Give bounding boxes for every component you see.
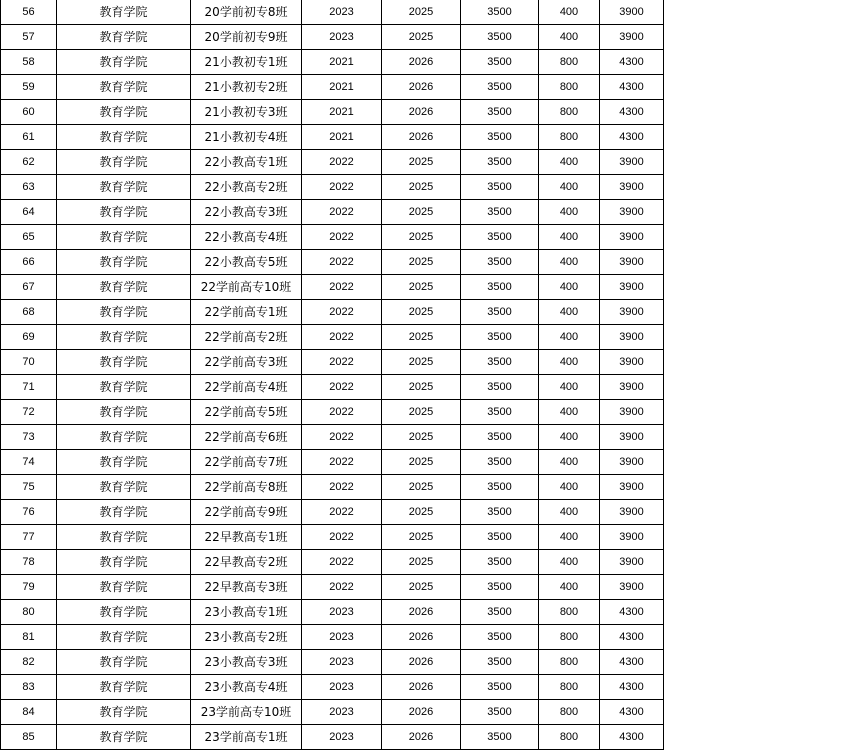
- class-name-cell[interactable]: 22学前高专1班: [191, 300, 302, 325]
- fee-cell[interactable]: 3500: [461, 225, 539, 250]
- college-cell[interactable]: 教育学院: [57, 650, 191, 675]
- college-cell[interactable]: 教育学院: [57, 125, 191, 150]
- total-cell[interactable]: 4300: [600, 675, 664, 700]
- class-name-cell[interactable]: 22小教高专4班: [191, 225, 302, 250]
- extra-fee-cell[interactable]: 800: [539, 700, 600, 725]
- extra-fee-cell[interactable]: 400: [539, 175, 600, 200]
- graduation-year-cell[interactable]: 2026: [382, 675, 461, 700]
- fee-cell[interactable]: 3500: [461, 100, 539, 125]
- college-cell[interactable]: 教育学院: [57, 300, 191, 325]
- college-cell[interactable]: 教育学院: [57, 100, 191, 125]
- total-cell[interactable]: 4300: [600, 625, 664, 650]
- table-row: [1, 25, 664, 50]
- college-cell[interactable]: 教育学院: [57, 150, 191, 175]
- graduation-year-cell[interactable]: 2025: [382, 400, 461, 425]
- college-cell[interactable]: 教育学院: [57, 575, 191, 600]
- total-cell[interactable]: 4300: [600, 75, 664, 100]
- extra-fee-cell[interactable]: 800: [539, 675, 600, 700]
- total-cell[interactable]: 3900: [600, 550, 664, 575]
- extra-fee-cell[interactable]: 400: [539, 525, 600, 550]
- graduation-year-cell[interactable]: 2026: [382, 625, 461, 650]
- table-row: [1, 225, 664, 250]
- row-number-cell[interactable]: 72: [1, 400, 57, 425]
- extra-fee-cell[interactable]: 400: [539, 475, 600, 500]
- table-row: [1, 500, 664, 525]
- extra-fee-cell[interactable]: 400: [539, 325, 600, 350]
- graduation-year-cell[interactable]: 2026: [382, 125, 461, 150]
- fee-cell[interactable]: 3500: [461, 700, 539, 725]
- total-cell[interactable]: 4300: [600, 600, 664, 625]
- college-cell[interactable]: 教育学院: [57, 25, 191, 50]
- row-number-cell[interactable]: 73: [1, 425, 57, 450]
- college-cell[interactable]: 教育学院: [57, 725, 191, 750]
- total-cell[interactable]: 3900: [600, 425, 664, 450]
- row-number-cell[interactable]: 67: [1, 275, 57, 300]
- row-number-cell[interactable]: 76: [1, 500, 57, 525]
- graduation-year-cell[interactable]: 2026: [382, 75, 461, 100]
- extra-fee-cell[interactable]: 800: [539, 625, 600, 650]
- college-cell[interactable]: 教育学院: [57, 250, 191, 275]
- total-cell[interactable]: 4300: [600, 100, 664, 125]
- row-number-cell[interactable]: 58: [1, 50, 57, 75]
- table-row: [1, 525, 664, 550]
- row-number-cell[interactable]: 56: [1, 0, 57, 25]
- college-cell[interactable]: 教育学院: [57, 550, 191, 575]
- enroll-year-cell[interactable]: 2022: [302, 250, 382, 275]
- fee-cell[interactable]: 3500: [461, 125, 539, 150]
- table-row: [1, 575, 664, 600]
- fee-cell[interactable]: 3500: [461, 650, 539, 675]
- row-number-cell[interactable]: 70: [1, 350, 57, 375]
- graduation-year-cell[interactable]: 2025: [382, 550, 461, 575]
- class-name-cell[interactable]: 21小教初专4班: [191, 125, 302, 150]
- class-name-cell[interactable]: 23学前高专1班: [191, 725, 302, 750]
- fee-cell[interactable]: 3500: [461, 75, 539, 100]
- row-number-cell[interactable]: 74: [1, 450, 57, 475]
- extra-fee-cell[interactable]: 400: [539, 300, 600, 325]
- graduation-year-cell[interactable]: 2025: [382, 25, 461, 50]
- table-body: [1, 0, 664, 750]
- enroll-year-cell[interactable]: 2022: [302, 225, 382, 250]
- class-name-cell[interactable]: 21小教初专1班: [191, 50, 302, 75]
- graduation-year-cell[interactable]: 2025: [382, 475, 461, 500]
- extra-fee-cell[interactable]: 400: [539, 400, 600, 425]
- extra-fee-cell[interactable]: 800: [539, 650, 600, 675]
- class-name-cell[interactable]: 20学前初专9班: [191, 25, 302, 50]
- extra-fee-cell[interactable]: 400: [539, 350, 600, 375]
- fee-cell[interactable]: 3500: [461, 550, 539, 575]
- extra-fee-cell[interactable]: 400: [539, 250, 600, 275]
- college-cell[interactable]: 教育学院: [57, 425, 191, 450]
- enroll-year-cell[interactable]: 2023: [302, 25, 382, 50]
- class-name-cell[interactable]: 21小教初专3班: [191, 100, 302, 125]
- total-cell[interactable]: 3900: [600, 0, 664, 25]
- table-row: [1, 425, 664, 450]
- table-row: [1, 75, 664, 100]
- college-cell[interactable]: 教育学院: [57, 175, 191, 200]
- college-cell[interactable]: 教育学院: [57, 200, 191, 225]
- enroll-year-cell[interactable]: 2022: [302, 500, 382, 525]
- extra-fee-cell[interactable]: 400: [539, 200, 600, 225]
- extra-fee-cell[interactable]: 800: [539, 125, 600, 150]
- total-cell[interactable]: 3900: [600, 225, 664, 250]
- college-cell[interactable]: 教育学院: [57, 0, 191, 25]
- total-cell[interactable]: 3900: [600, 475, 664, 500]
- extra-fee-cell[interactable]: 800: [539, 50, 600, 75]
- extra-fee-cell[interactable]: 400: [539, 150, 600, 175]
- college-cell[interactable]: 教育学院: [57, 225, 191, 250]
- graduation-year-cell[interactable]: 2026: [382, 50, 461, 75]
- graduation-year-cell[interactable]: 2025: [382, 375, 461, 400]
- table-row: [1, 200, 664, 225]
- class-name-cell[interactable]: 22学前高专7班: [191, 450, 302, 475]
- class-name-cell[interactable]: 23小教高专3班: [191, 650, 302, 675]
- enroll-year-cell[interactable]: 2022: [302, 325, 382, 350]
- table-row: [1, 150, 664, 175]
- fee-cell[interactable]: 3500: [461, 575, 539, 600]
- graduation-year-cell[interactable]: 2026: [382, 600, 461, 625]
- table-row: [1, 475, 664, 500]
- row-number-cell[interactable]: 61: [1, 125, 57, 150]
- college-cell[interactable]: 教育学院: [57, 525, 191, 550]
- class-name-cell[interactable]: 22早教高专1班: [191, 525, 302, 550]
- graduation-year-cell[interactable]: 2025: [382, 0, 461, 25]
- total-cell[interactable]: 3900: [600, 450, 664, 475]
- class-name-cell[interactable]: 22学前高专5班: [191, 400, 302, 425]
- graduation-year-cell[interactable]: 2025: [382, 425, 461, 450]
- total-cell[interactable]: 3900: [600, 275, 664, 300]
- class-name-cell[interactable]: 22学前高专3班: [191, 350, 302, 375]
- fee-cell[interactable]: 3500: [461, 350, 539, 375]
- enroll-year-cell[interactable]: 2023: [302, 650, 382, 675]
- college-cell[interactable]: 教育学院: [57, 600, 191, 625]
- class-name-cell[interactable]: 20学前初专8班: [191, 0, 302, 25]
- extra-fee-cell[interactable]: 400: [539, 575, 600, 600]
- class-name-cell[interactable]: 22早教高专2班: [191, 550, 302, 575]
- graduation-year-cell[interactable]: 2026: [382, 100, 461, 125]
- fee-cell[interactable]: 3500: [461, 300, 539, 325]
- fee-cell[interactable]: 3500: [461, 0, 539, 25]
- extra-fee-cell[interactable]: 800: [539, 100, 600, 125]
- graduation-year-cell[interactable]: 2026: [382, 650, 461, 675]
- fee-cell[interactable]: 3500: [461, 175, 539, 200]
- table-row: [1, 625, 664, 650]
- class-name-cell[interactable]: 22小教高专3班: [191, 200, 302, 225]
- class-name-cell[interactable]: 23学前高专10班: [191, 700, 302, 725]
- extra-fee-cell[interactable]: 400: [539, 425, 600, 450]
- graduation-year-cell[interactable]: 2025: [382, 250, 461, 275]
- table-row: [1, 400, 664, 425]
- enroll-year-cell[interactable]: 2022: [302, 450, 382, 475]
- extra-fee-cell[interactable]: 800: [539, 600, 600, 625]
- enroll-year-cell[interactable]: 2023: [302, 675, 382, 700]
- enroll-year-cell[interactable]: 2022: [302, 400, 382, 425]
- total-cell[interactable]: 4300: [600, 650, 664, 675]
- row-number-cell[interactable]: 66: [1, 250, 57, 275]
- class-name-cell[interactable]: 21小教初专2班: [191, 75, 302, 100]
- fee-cell[interactable]: 3500: [461, 725, 539, 750]
- row-number-cell[interactable]: 77: [1, 525, 57, 550]
- extra-fee-cell[interactable]: 400: [539, 0, 600, 25]
- row-number-cell[interactable]: 84: [1, 700, 57, 725]
- college-cell[interactable]: 教育学院: [57, 75, 191, 100]
- fee-cell[interactable]: 3500: [461, 275, 539, 300]
- row-number-cell[interactable]: 62: [1, 150, 57, 175]
- row-number-cell[interactable]: 63: [1, 175, 57, 200]
- graduation-year-cell[interactable]: 2025: [382, 325, 461, 350]
- college-cell[interactable]: 教育学院: [57, 375, 191, 400]
- total-cell[interactable]: 3900: [600, 25, 664, 50]
- total-cell[interactable]: 3900: [600, 400, 664, 425]
- table-row: [1, 175, 664, 200]
- extra-fee-cell[interactable]: 400: [539, 25, 600, 50]
- class-name-cell[interactable]: 23小教高专2班: [191, 625, 302, 650]
- fee-cell[interactable]: 3500: [461, 600, 539, 625]
- class-name-cell[interactable]: 22学前高专2班: [191, 325, 302, 350]
- graduation-year-cell[interactable]: 2025: [382, 500, 461, 525]
- total-cell[interactable]: 3900: [600, 250, 664, 275]
- graduation-year-cell[interactable]: 2026: [382, 725, 461, 750]
- table-row: [1, 650, 664, 675]
- class-name-cell[interactable]: 22学前高专8班: [191, 475, 302, 500]
- row-number-cell[interactable]: 68: [1, 300, 57, 325]
- table-row: [1, 725, 664, 750]
- total-cell[interactable]: 3900: [600, 175, 664, 200]
- fee-cell[interactable]: 3500: [461, 50, 539, 75]
- graduation-year-cell[interactable]: 2026: [382, 700, 461, 725]
- total-cell[interactable]: 3900: [600, 500, 664, 525]
- college-cell[interactable]: 教育学院: [57, 700, 191, 725]
- table-row: [1, 325, 664, 350]
- college-cell[interactable]: 教育学院: [57, 400, 191, 425]
- enroll-year-cell[interactable]: 2021: [302, 50, 382, 75]
- row-number-cell[interactable]: 65: [1, 225, 57, 250]
- extra-fee-cell[interactable]: 800: [539, 75, 600, 100]
- enroll-year-cell[interactable]: 2022: [302, 200, 382, 225]
- fee-cell[interactable]: 3500: [461, 525, 539, 550]
- class-name-cell[interactable]: 22小教高专2班: [191, 175, 302, 200]
- extra-fee-cell[interactable]: 800: [539, 725, 600, 750]
- table-row: [1, 250, 664, 275]
- row-number-cell[interactable]: 60: [1, 100, 57, 125]
- enroll-year-cell[interactable]: 2023: [302, 0, 382, 25]
- graduation-year-cell[interactable]: 2025: [382, 575, 461, 600]
- total-cell[interactable]: 3900: [600, 200, 664, 225]
- enroll-year-cell[interactable]: 2022: [302, 150, 382, 175]
- fee-cell[interactable]: 3500: [461, 325, 539, 350]
- fee-cell[interactable]: 3500: [461, 450, 539, 475]
- enroll-year-cell[interactable]: 2022: [302, 350, 382, 375]
- table-row: [1, 300, 664, 325]
- college-cell[interactable]: 教育学院: [57, 475, 191, 500]
- class-name-cell[interactable]: 23小教高专4班: [191, 675, 302, 700]
- college-cell[interactable]: 教育学院: [57, 450, 191, 475]
- table-row: [1, 0, 664, 25]
- enroll-year-cell[interactable]: 2022: [302, 525, 382, 550]
- table-row: [1, 50, 664, 75]
- enroll-year-cell[interactable]: 2022: [302, 575, 382, 600]
- extra-fee-cell[interactable]: 400: [539, 450, 600, 475]
- enroll-year-cell[interactable]: 2021: [302, 125, 382, 150]
- graduation-year-cell[interactable]: 2025: [382, 175, 461, 200]
- graduation-year-cell[interactable]: 2025: [382, 150, 461, 175]
- enroll-year-cell[interactable]: 2023: [302, 600, 382, 625]
- college-cell[interactable]: 教育学院: [57, 675, 191, 700]
- row-number-cell[interactable]: 82: [1, 650, 57, 675]
- graduation-year-cell[interactable]: 2025: [382, 300, 461, 325]
- total-cell[interactable]: 3900: [600, 150, 664, 175]
- graduation-year-cell[interactable]: 2025: [382, 525, 461, 550]
- class-name-cell[interactable]: 22学前高专10班: [191, 275, 302, 300]
- row-number-cell[interactable]: 69: [1, 325, 57, 350]
- total-cell[interactable]: 3900: [600, 350, 664, 375]
- class-name-cell[interactable]: 22学前高专4班: [191, 375, 302, 400]
- class-name-cell[interactable]: 22小教高专5班: [191, 250, 302, 275]
- row-number-cell[interactable]: 59: [1, 75, 57, 100]
- row-number-cell[interactable]: 80: [1, 600, 57, 625]
- total-cell[interactable]: 3900: [600, 300, 664, 325]
- fee-cell[interactable]: 3500: [461, 400, 539, 425]
- fee-cell[interactable]: 3500: [461, 675, 539, 700]
- table-row: [1, 350, 664, 375]
- college-cell[interactable]: 教育学院: [57, 625, 191, 650]
- enroll-year-cell[interactable]: 2023: [302, 725, 382, 750]
- table-row: [1, 550, 664, 575]
- row-number-cell[interactable]: 71: [1, 375, 57, 400]
- graduation-year-cell[interactable]: 2025: [382, 350, 461, 375]
- table-row: [1, 275, 664, 300]
- graduation-year-cell[interactable]: 2025: [382, 225, 461, 250]
- row-number-cell[interactable]: 75: [1, 475, 57, 500]
- fee-cell[interactable]: 3500: [461, 25, 539, 50]
- total-cell[interactable]: 3900: [600, 325, 664, 350]
- table-row: [1, 675, 664, 700]
- table-row: [1, 125, 664, 150]
- enroll-year-cell[interactable]: 2022: [302, 425, 382, 450]
- table-row: [1, 450, 664, 475]
- enroll-year-cell[interactable]: 2023: [302, 700, 382, 725]
- table-row: [1, 700, 664, 725]
- fee-cell[interactable]: 3500: [461, 150, 539, 175]
- enroll-year-cell[interactable]: 2022: [302, 300, 382, 325]
- graduation-year-cell[interactable]: 2025: [382, 450, 461, 475]
- fee-cell[interactable]: 3500: [461, 425, 539, 450]
- graduation-year-cell[interactable]: 2025: [382, 200, 461, 225]
- college-cell[interactable]: 教育学院: [57, 350, 191, 375]
- row-number-cell[interactable]: 85: [1, 725, 57, 750]
- fee-cell[interactable]: 3500: [461, 200, 539, 225]
- extra-fee-cell[interactable]: 400: [539, 550, 600, 575]
- fee-cell[interactable]: 3500: [461, 250, 539, 275]
- total-cell[interactable]: 4300: [600, 700, 664, 725]
- class-name-cell[interactable]: 22早教高专3班: [191, 575, 302, 600]
- college-cell[interactable]: 教育学院: [57, 325, 191, 350]
- extra-fee-cell[interactable]: 400: [539, 225, 600, 250]
- total-cell[interactable]: 3900: [600, 375, 664, 400]
- row-number-cell[interactable]: 83: [1, 675, 57, 700]
- graduation-year-cell[interactable]: 2025: [382, 275, 461, 300]
- enroll-year-cell[interactable]: 2022: [302, 475, 382, 500]
- class-name-cell[interactable]: 23小教高专1班: [191, 600, 302, 625]
- row-number-cell[interactable]: 57: [1, 25, 57, 50]
- table-row: [1, 375, 664, 400]
- extra-fee-cell[interactable]: 400: [539, 375, 600, 400]
- college-cell[interactable]: 教育学院: [57, 500, 191, 525]
- extra-fee-cell[interactable]: 400: [539, 275, 600, 300]
- total-cell[interactable]: 4300: [600, 50, 664, 75]
- row-number-cell[interactable]: 78: [1, 550, 57, 575]
- class-name-cell[interactable]: 22学前高专6班: [191, 425, 302, 450]
- enroll-year-cell[interactable]: 2021: [302, 75, 382, 100]
- total-cell[interactable]: 4300: [600, 125, 664, 150]
- row-number-cell[interactable]: 64: [1, 200, 57, 225]
- college-cell[interactable]: 教育学院: [57, 275, 191, 300]
- table-row: [1, 100, 664, 125]
- total-cell[interactable]: 3900: [600, 525, 664, 550]
- row-number-cell[interactable]: 79: [1, 575, 57, 600]
- enroll-year-cell[interactable]: 2023: [302, 625, 382, 650]
- enroll-year-cell[interactable]: 2022: [302, 550, 382, 575]
- college-cell[interactable]: 教育学院: [57, 50, 191, 75]
- fee-cell[interactable]: 3500: [461, 500, 539, 525]
- table-row: [1, 600, 664, 625]
- fee-cell[interactable]: 3500: [461, 475, 539, 500]
- enroll-year-cell[interactable]: 2022: [302, 375, 382, 400]
- enroll-year-cell[interactable]: 2022: [302, 175, 382, 200]
- enroll-year-cell[interactable]: 2022: [302, 275, 382, 300]
- row-number-cell[interactable]: 81: [1, 625, 57, 650]
- extra-fee-cell[interactable]: 400: [539, 500, 600, 525]
- enroll-year-cell[interactable]: 2021: [302, 100, 382, 125]
- total-cell[interactable]: 4300: [600, 725, 664, 750]
- class-name-cell[interactable]: 22学前高专9班: [191, 500, 302, 525]
- fee-cell[interactable]: 3500: [461, 625, 539, 650]
- total-cell[interactable]: 3900: [600, 575, 664, 600]
- class-name-cell[interactable]: 22小教高专1班: [191, 150, 302, 175]
- fee-cell[interactable]: 3500: [461, 375, 539, 400]
